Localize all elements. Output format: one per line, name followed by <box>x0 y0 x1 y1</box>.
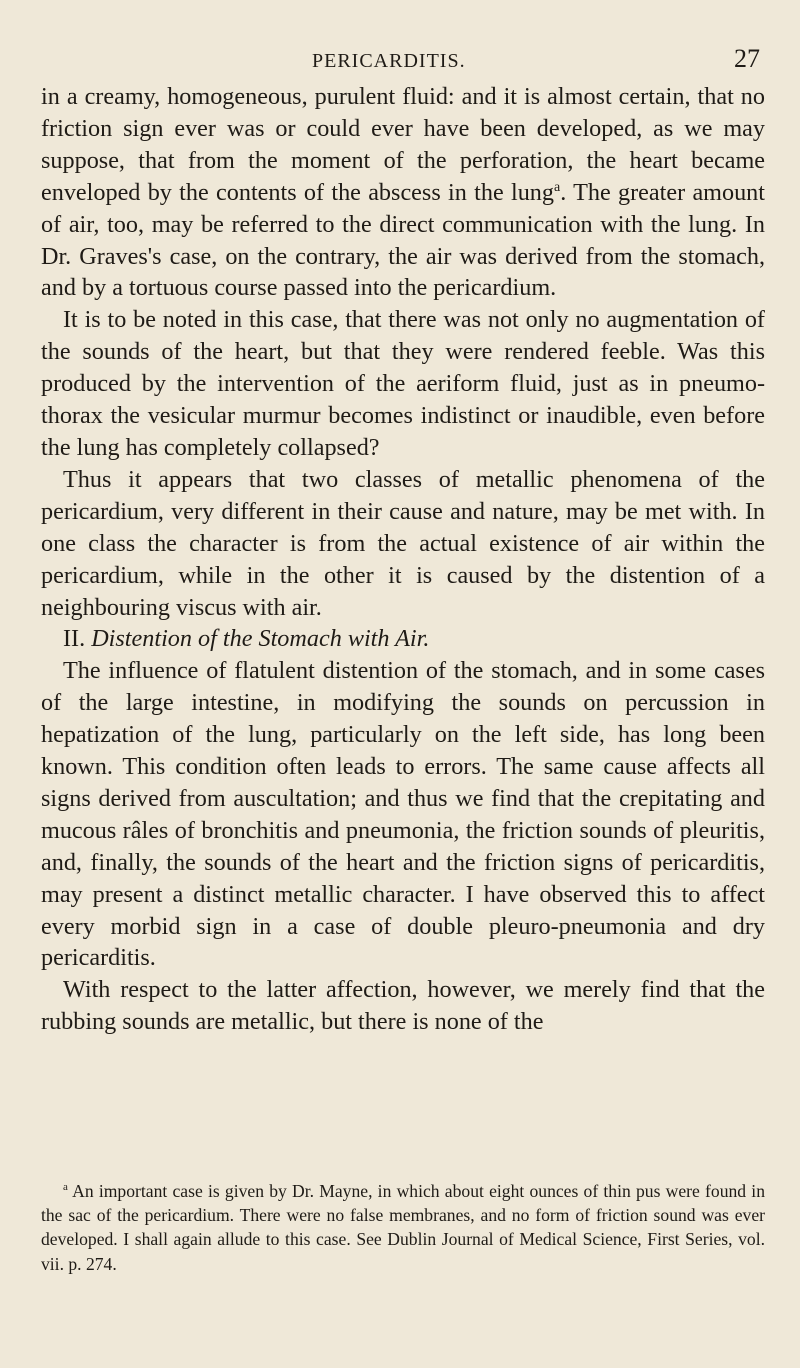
running-head: PERICARDITIS. <box>312 50 466 72</box>
paragraph-1-text-a: in a creamy, homogeneous, purulent fluid: and it is almost certain, that no friction sign ever was or could ever have been developed, as we may suppose, that from the moment of the perforation, the heart became enveloped by the contents of the abscess in the lung <box>41 83 765 206</box>
section-number: II. <box>63 625 86 653</box>
paragraph-1 <box>41 81 765 304</box>
section-title: Distention of the Stomach with Air. <box>91 625 430 653</box>
page-number: 27 <box>734 44 760 73</box>
paragraph-3: Thus it appears that two classes of metallic phenomena of the pericardium, very different in their cause and nature, may be met with. In one class the character is from the actual existence of air within the pericardium, while in the other it is caused by the distention of a neighbouring viscus with air. <box>41 465 765 621</box>
paragraph-6: With respect to the latter affection, however, we merely find that the rubbing sounds are metallic, but there is none of the <box>41 976 765 1036</box>
footnote-reference: a <box>554 179 561 195</box>
body-text <box>41 81 765 1038</box>
footnote-mark: a <box>63 1181 68 1194</box>
footnote-text: An important case is given by Dr. Mayne, in which about eight ounces of thin pus were found in the sac of the pericardium. There were no false membranes, and no form of friction sound was ever developed. I shall again allude to this case. See Dublin Journal of Medical Science, First Series, vol. vii. p. 274. <box>41 1181 765 1274</box>
page-header <box>0 44 800 80</box>
footnotes <box>41 1179 765 1276</box>
section-heading <box>41 623 765 655</box>
paragraph-5: The influence of flatulent distention of the stomach, and in some cases of the large intestine, in modifying the sounds on percussion in hepatization of the lung, particularly on the left side, has long been known. This condition often leads to errors. The same cause affects all signs derived from auscultation; and thus we find that the crepitating and mucous râles of bronchitis and pneumonia, the friction sounds of pleuritis, and, finally, the sounds of the heart and the friction signs of pericarditis, may present a distinct metallic character. I have observed this to affect every morbid sign in a case of double pleuro-pneumonia and dry pericarditis. <box>41 657 765 972</box>
paragraph-1-text-b: . The greater amount of air, too, may be referred to the direct communication with the lung. In Dr. Graves's case, on the contrary, the air was derived from the stomach, and by a tortuous course passed into the pericardium. <box>41 178 765 302</box>
footnote <box>41 1179 765 1276</box>
paragraph-2: It is to be noted in this case, that there was not only no augmentation of the sounds of the heart, but that they were rendered feeble. Was this produced by the intervention of the aeriform fluid, just as in pneumo-thorax the vesicular murmur becomes indistinct or inaudible, even before the lung has completely collapsed? <box>41 306 765 461</box>
